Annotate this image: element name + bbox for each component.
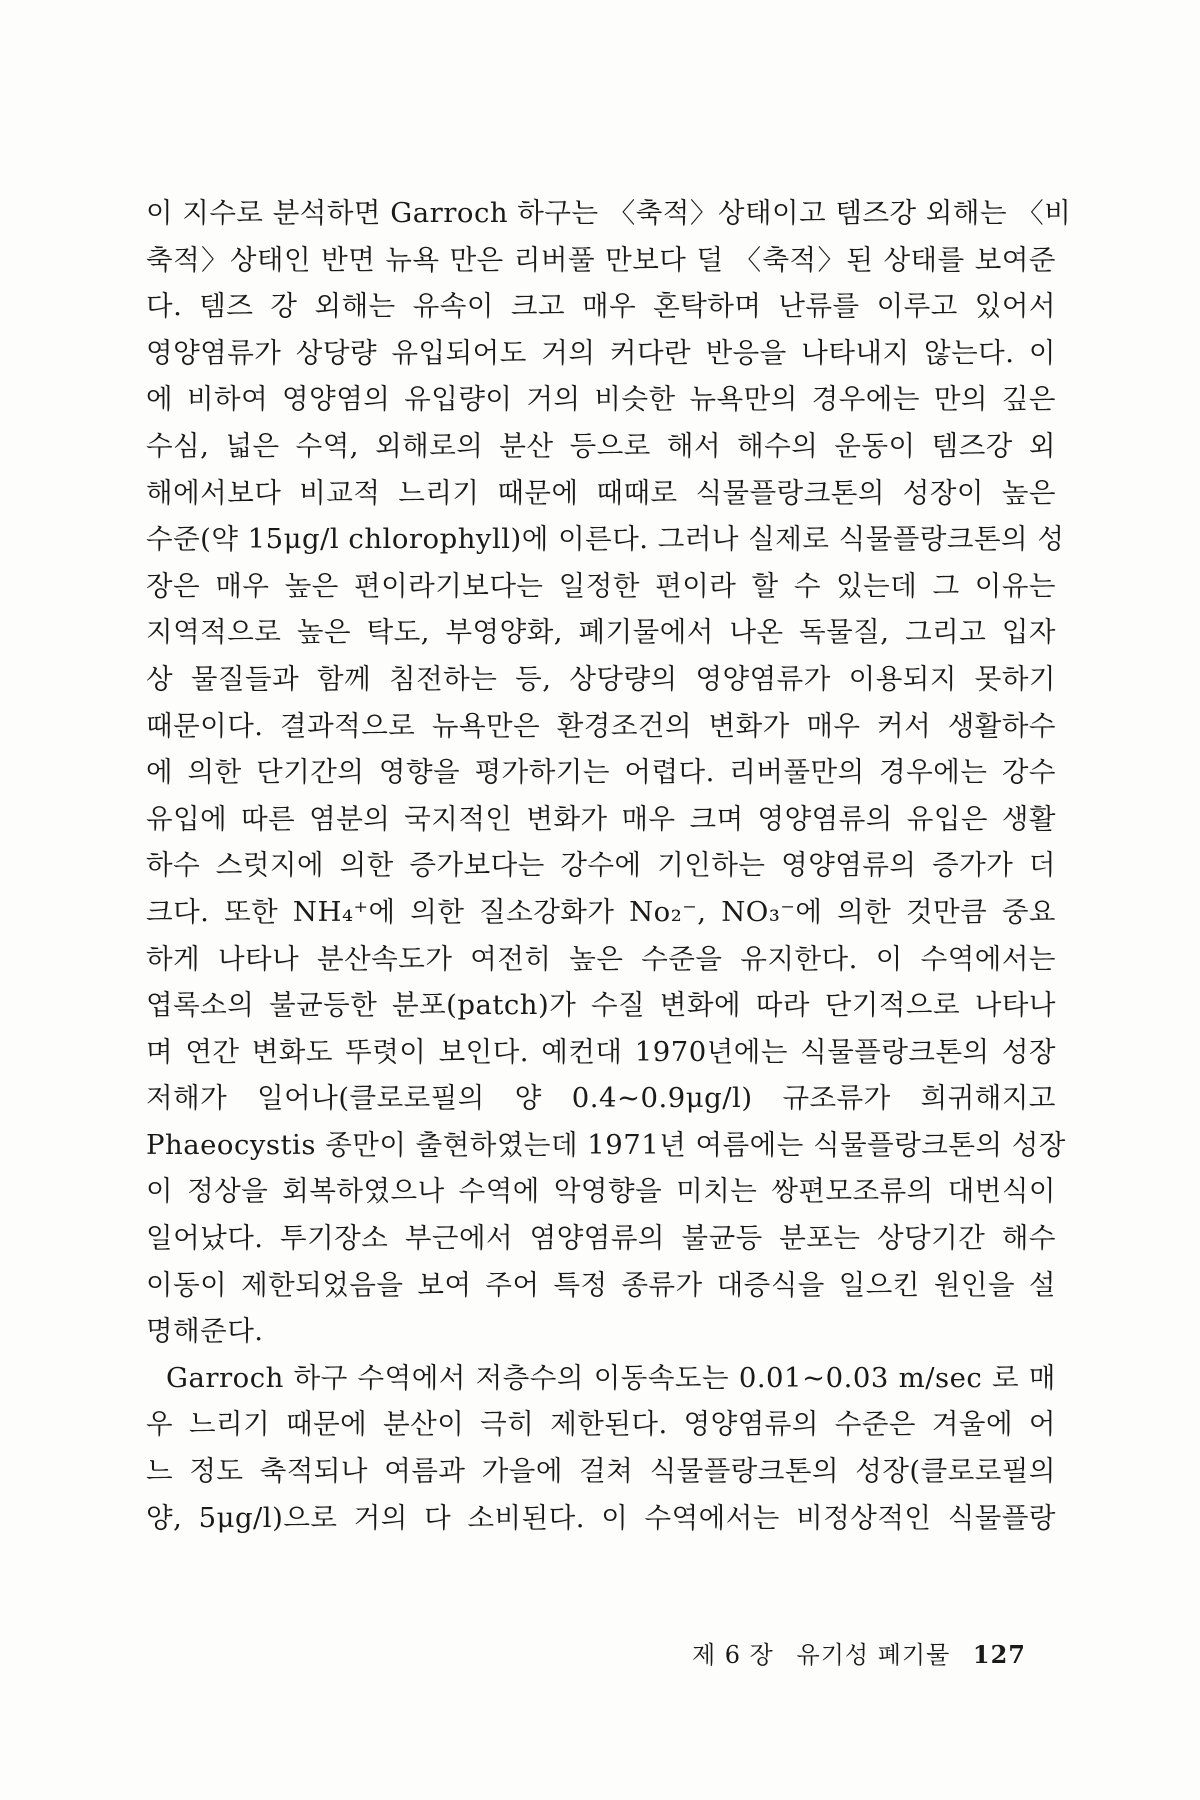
- text-line: 느 정도 축적되나 여름과 가을에 걸쳐 식물플랑크톤의 성장(클로로필의: [146, 1455, 1056, 1488]
- text-line: 하수 스럿지에 의한 증가보다는 강수에 기인하는 영양염류의 증가가 더: [146, 849, 1056, 882]
- footer-chapter-title: 유기성 폐기물: [796, 1641, 951, 1669]
- text-line: 에 의한 단기간의 영향을 평가하기는 어렵다. 리버풀만의 경우에는 강수: [146, 756, 1056, 789]
- text-line: Phaeocystis 종만이 출현하였는데 1971년 여름에는 식물플랑크톤의 성장: [146, 1128, 1066, 1161]
- text-line: 크다. 또한 NH₄⁺에 의한 질소강화가 No₂⁻, NO₃⁻에 의한 것만큼 중요: [146, 895, 1056, 928]
- body-text: [146, 190, 1072, 1541]
- page-footer: [692, 1640, 1026, 1670]
- text-line: 지역적으로 높은 탁도, 부영양화, 폐기물에서 나온 독물질, 그리고 입자: [146, 616, 1056, 649]
- text-line: 장은 매우 높은 편이라기보다는 일정한 편이라 할 수 있는데 그 이유는: [146, 569, 1056, 602]
- text-line: 이동이 제한되었음을 보여 주어 특정 종류가 대증식을 일으킨 원인을 설: [146, 1268, 1056, 1301]
- text-line: 명해준다.: [146, 1315, 264, 1348]
- text-line: 양, 5μg/l)으로 거의 다 소비된다. 이 수역에서는 비정상적인 식물플랑: [146, 1501, 1056, 1534]
- text-line: 유입에 따른 염분의 국지적인 변화가 매우 크며 영양염류의 유입은 생활: [146, 802, 1056, 835]
- text-line: 영양염류가 상당량 유입되어도 거의 커다란 반응을 나타내지 않는다. 이: [146, 336, 1056, 369]
- text-line: 다. 템즈 강 외해는 유속이 크고 매우 혼탁하며 난류를 이루고 있어서: [146, 290, 1056, 323]
- text-line: 이 지수로 분석하면 Garroch 하구는 〈축적〉상태이고 템즈강 외해는 〈비: [146, 197, 1072, 229]
- text-line: Garroch 하구 수역에서 저층수의 이동속도는 0.01~0.03 m/sec 로 매: [166, 1361, 1056, 1394]
- text-line: 며 연간 변화도 뚜렷이 보인다. 예컨대 1970년에는 식물플랑크톤의 성장: [146, 1035, 1056, 1068]
- text-line: 해에서보다 비교적 느리기 때문에 때때로 식물플랑크톤의 성장이 높은: [146, 476, 1056, 509]
- text-line: 이 정상을 회복하였으나 수역에 악영향을 미치는 쌍편모조류의 대번식이: [146, 1175, 1056, 1208]
- text-line: 축적〉상태인 반면 뉴욕 만은 리버풀 만보다 덜 〈축적〉된 상태를 보여준: [146, 243, 1056, 276]
- text-line: 엽록소의 불균등한 분포(patch)가 수질 변화에 따라 단기적으로 나타나: [146, 989, 1056, 1022]
- text-line: 일어났다. 투기장소 부근에서 염양염류의 불균등 분포는 상당기간 해수: [146, 1222, 1056, 1255]
- footer-chapter: 제 6 장: [691, 1641, 774, 1669]
- text-line: 에 비하여 영양염의 유입량이 거의 비슷한 뉴욕만의 경우에는 만의 깊은: [146, 383, 1056, 416]
- text-line: 우 느리기 때문에 분산이 극히 제한된다. 영양염류의 수준은 겨울에 어: [146, 1408, 1056, 1441]
- text-line: 상 물질들과 함께 침전하는 등, 상당량의 영양염류가 이용되지 못하기: [146, 662, 1056, 695]
- text-line: 하게 나타나 분산속도가 여전히 높은 수준을 유지한다. 이 수역에서는: [146, 942, 1056, 975]
- text-line: 저해가 일어나(클로로필의 양 0.4~0.9μg/l) 규조류가 희귀해지고: [146, 1082, 1056, 1115]
- text-line: 수준(약 15μg/l chlorophyll)에 이른다. 그러나 실제로 식물플랑크톤의 성: [146, 523, 1065, 556]
- text-line: 때문이다. 결과적으로 뉴욕만은 환경조건의 변화가 매우 커서 생활하수: [146, 709, 1056, 742]
- text-line: 수심, 넓은 수역, 외해로의 분산 등으로 해서 해수의 운동이 템즈강 외: [146, 429, 1056, 462]
- page-number: 127: [972, 1640, 1026, 1669]
